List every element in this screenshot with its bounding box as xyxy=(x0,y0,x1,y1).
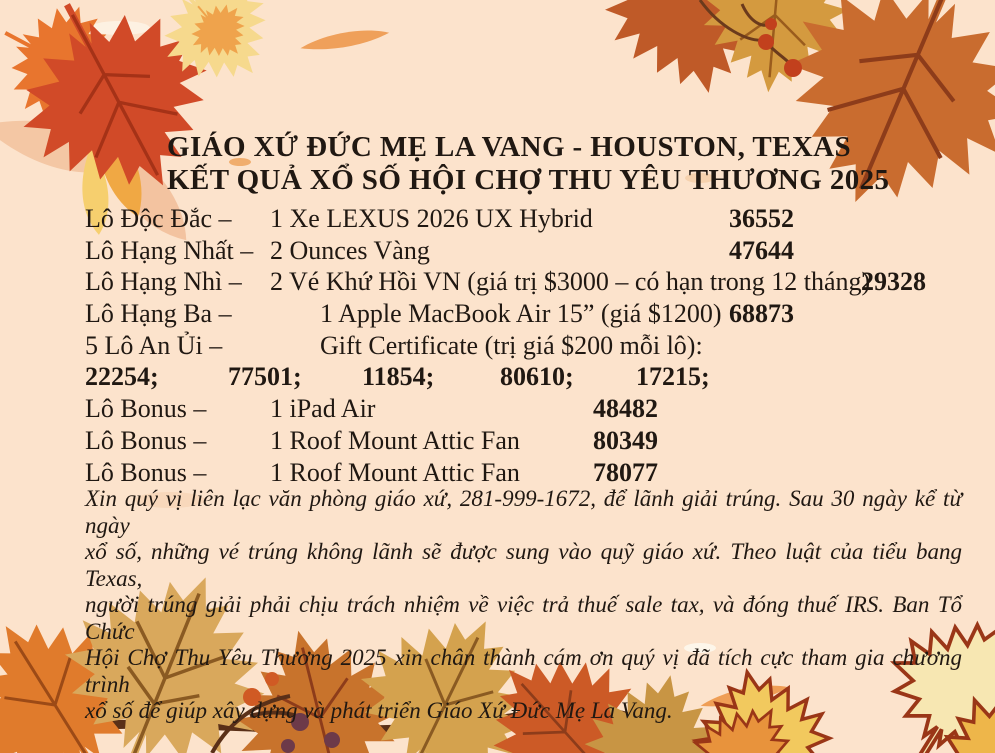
prize-description: 2 Ounces Vàng xyxy=(270,236,430,265)
winning-number: 22254; xyxy=(85,362,159,391)
winning-number: 47644 xyxy=(729,236,794,265)
prize-row-first xyxy=(85,235,980,268)
bonus-prize-row xyxy=(85,393,980,426)
winning-number: 80610; xyxy=(500,362,574,391)
prize-label: Lô Hạng Nhì – xyxy=(85,267,242,296)
footer-line: Xin quý vị liên lạc văn phòng giáo xứ, 281-999-1672, để lãnh giải trúng. Sau 30 ngày kể từ ngày xyxy=(85,486,962,538)
prize-label: Lô Bonus – xyxy=(85,394,207,423)
prize-description: 1 Apple MacBook Air 15” (giá $1200) xyxy=(320,299,722,328)
title-line-1: GIÁO XỨ ĐỨC MẸ LA VANG - HOUSTON, TEXAS xyxy=(167,131,852,163)
bonus-prize-row xyxy=(85,425,980,458)
claim-instructions xyxy=(85,486,962,725)
prize-label: Lô Bonus – xyxy=(85,426,207,455)
footer-line: Hội Chợ Thu Yêu Thương 2025 xin chân thành cám ơn quý vị đã tích cực tham gia chương trình xyxy=(85,645,962,697)
winning-number: 36552 xyxy=(729,204,794,233)
winning-number: 29328 xyxy=(861,267,926,296)
footer-line: xổ số, những vé trúng không lãnh sẽ được sung vào quỹ giáo xứ. Theo luật của tiểu bang Texas, xyxy=(85,539,962,591)
prize-label: Lô Bonus – xyxy=(85,458,207,487)
prize-description: 2 Vé Khứ Hồi VN (giá trị $3000 – có hạn trong 12 tháng) xyxy=(270,267,871,296)
winning-number: 80349 xyxy=(593,426,658,455)
winning-number: 17215; xyxy=(636,362,710,391)
winning-number: 78077 xyxy=(593,458,658,487)
title-line-2: KẾT QUẢ XỔ SỐ HỘI CHỢ THU YÊU THƯƠNG 2025 xyxy=(167,164,890,196)
prize-description: 1 Xe LEXUS 2026 UX Hybrid xyxy=(270,204,593,233)
page-title xyxy=(167,131,889,197)
prize-row-second xyxy=(85,266,980,299)
winning-number: 48482 xyxy=(593,394,658,423)
prize-label: Lô Hạng Nhất – xyxy=(85,236,254,265)
winning-number: 77501; xyxy=(228,362,302,391)
prize-label: 5 Lô An Ủi – xyxy=(85,331,223,360)
footer-line: người trúng giải phải chịu trách nhiệm về việc trả thuế sale tax, và đóng thuế IRS. Ban Tổ Chức xyxy=(85,592,962,644)
prize-row-consolation xyxy=(85,330,980,363)
prize-label: Lô Hạng Ba – xyxy=(85,299,232,328)
prize-description: 1 iPad Air xyxy=(270,394,376,423)
prize-row-grand xyxy=(85,203,980,236)
prize-description: 1 Roof Mount Attic Fan xyxy=(270,426,520,455)
footer-line: xổ số để giúp xây dựng và phát triển Giáo Xứ Đức Mẹ La Vang. xyxy=(85,698,673,723)
winning-number: 68873 xyxy=(729,299,794,328)
winning-number: 11854; xyxy=(362,362,435,391)
prize-label: Lô Độc Đắc – xyxy=(85,204,232,233)
prize-row-third xyxy=(85,298,980,331)
prize-description: 1 Roof Mount Attic Fan xyxy=(270,458,520,487)
consolation-numbers-row xyxy=(85,361,980,394)
prize-description: Gift Certificate (trị giá $200 mỗi lô): xyxy=(320,331,703,360)
